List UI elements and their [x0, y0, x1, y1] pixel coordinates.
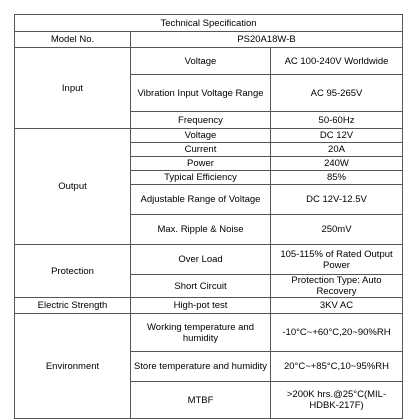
value-cell: 240W: [271, 157, 403, 171]
table-title: Technical Specification: [15, 15, 403, 32]
spec-table: [14, 14, 403, 419]
value-cell: Protection Type: Auto Recovery: [271, 275, 403, 298]
model-row: [15, 32, 403, 48]
param-cell: Vibration Input Voltage Range: [131, 75, 271, 112]
param-cell: Over Load: [131, 245, 271, 275]
table-row: [15, 245, 403, 275]
value-cell: 50-60Hz: [271, 112, 403, 129]
param-cell: Voltage: [131, 129, 271, 143]
group-label-input: Input: [15, 48, 131, 129]
table-row: [15, 298, 403, 314]
value-cell: 20A: [271, 143, 403, 157]
spec-sheet: [14, 14, 402, 419]
param-cell: Short Circuit: [131, 275, 271, 298]
value-cell: >200K hrs.@25°C(MIL-HDBK-217F): [271, 382, 403, 419]
value-cell: 3KV AC: [271, 298, 403, 314]
value-cell: 250mV: [271, 215, 403, 245]
param-cell: Adjustable Range of Voltage: [131, 185, 271, 215]
group-label-output: Output: [15, 129, 131, 245]
table-row: [15, 129, 403, 143]
value-cell: -10°C~+60°C,20~90%RH: [271, 314, 403, 352]
param-cell: Working temperature and humidity: [131, 314, 271, 352]
param-cell: Typical Efficiency: [131, 171, 271, 185]
value-cell: AC 95-265V: [271, 75, 403, 112]
model-label: Model No.: [15, 32, 131, 48]
model-value: PS20A18W-B: [131, 32, 403, 48]
param-cell: Current: [131, 143, 271, 157]
group-label-electric-strength: Electric Strength: [15, 298, 131, 314]
param-cell: Power: [131, 157, 271, 171]
group-label-environment: Environment: [15, 314, 131, 419]
table-row: [15, 48, 403, 75]
param-cell: Voltage: [131, 48, 271, 75]
value-cell: 105-115% of Rated Output Power: [271, 245, 403, 275]
param-cell: Max. Ripple & Noise: [131, 215, 271, 245]
value-cell: DC 12V: [271, 129, 403, 143]
value-cell: 85%: [271, 171, 403, 185]
param-cell: MTBF: [131, 382, 271, 419]
title-row: [15, 15, 403, 32]
param-cell: Store temperature and humidity: [131, 352, 271, 382]
value-cell: DC 12V-12.5V: [271, 185, 403, 215]
value-cell: AC 100-240V Worldwide: [271, 48, 403, 75]
param-cell: Frequency: [131, 112, 271, 129]
group-label-protection: Protection: [15, 245, 131, 298]
value-cell: 20°C~+85°C,10~95%RH: [271, 352, 403, 382]
table-row: [15, 314, 403, 352]
param-cell: High-pot test: [131, 298, 271, 314]
